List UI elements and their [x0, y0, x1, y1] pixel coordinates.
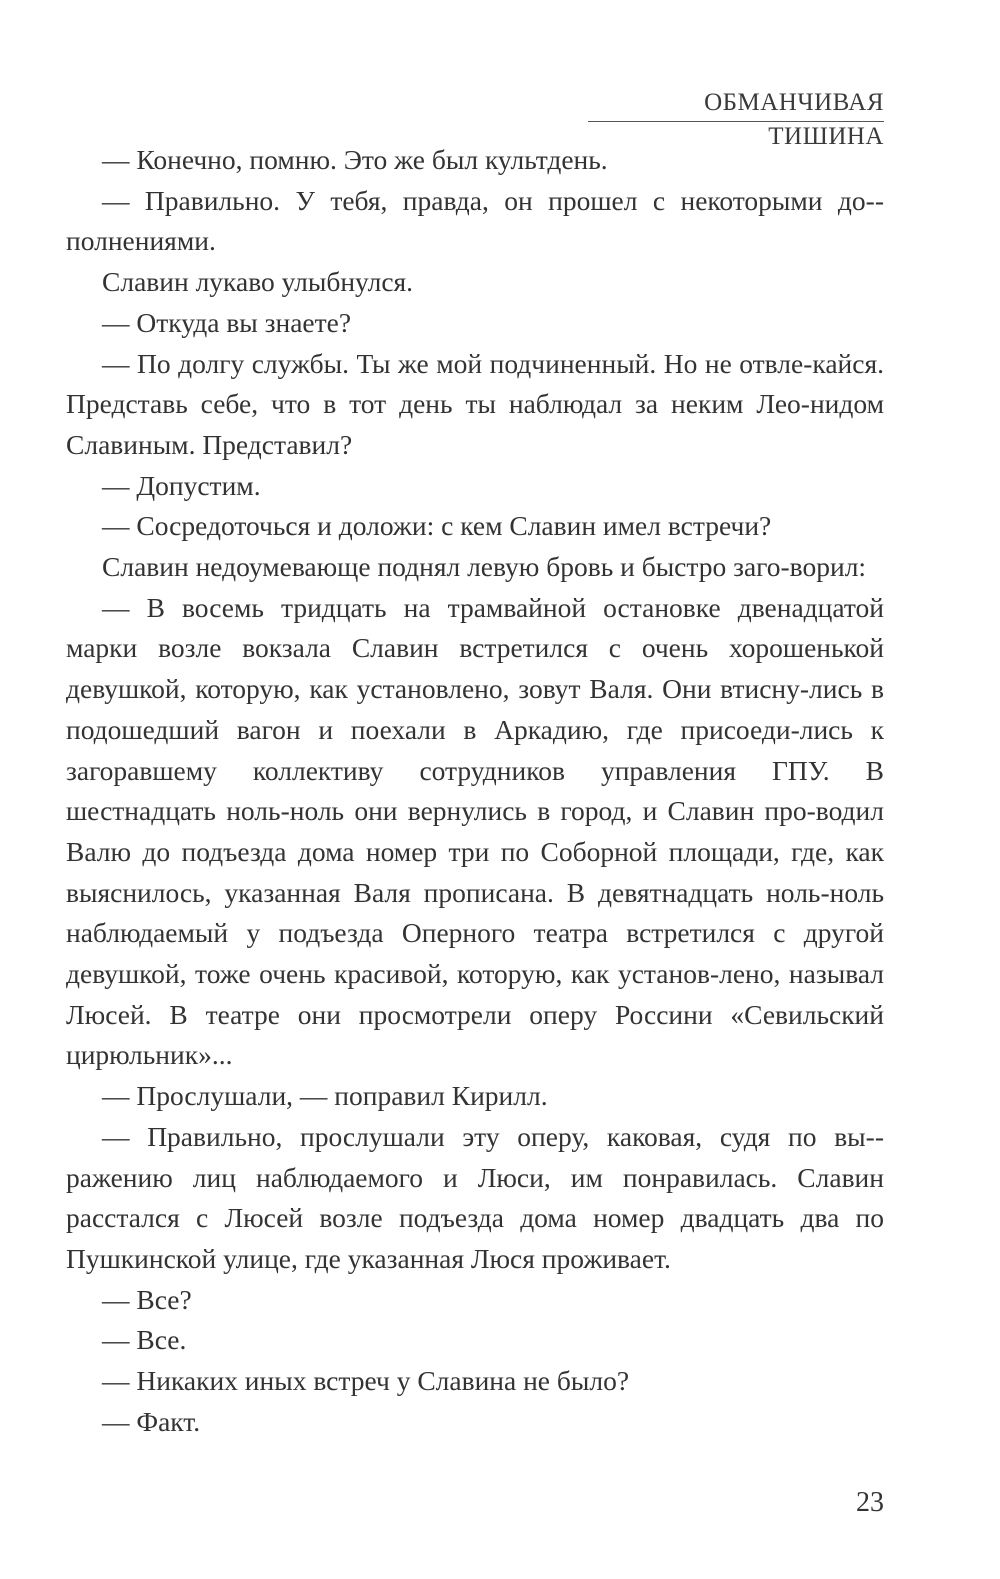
- paragraph: — Правильно, прослушали эту оперу, каковая, судя по вы-ражению лиц наблюдаемого и Люси, им понравилась. Славин расстался с Люсей возле подъезда дома номер двадцать два по Пушкинской улице, где указанная Люся проживает.: [66, 1120, 884, 1274]
- paragraph: — Допустим.: [102, 469, 261, 501]
- body-text: [66, 140, 884, 1443]
- paragraph: — Никаких иных встреч у Славина не было?: [102, 1365, 630, 1397]
- paragraph: Славин недоумевающе поднял левую бровь и быстро заго-ворил:: [102, 551, 867, 583]
- paragraph: — Правильно. У тебя, правда, он прошел с некоторыми до-полнениями.: [66, 184, 884, 257]
- paragraph: — Факт.: [102, 1405, 201, 1437]
- paragraph: — Все.: [102, 1324, 187, 1356]
- paragraph: — Сосредоточься и доложи: с кем Славин имел встречи?: [102, 510, 772, 542]
- paragraph: — Все?: [102, 1283, 192, 1315]
- paragraph: — Прослушали, — поправил Кирилл.: [102, 1080, 548, 1112]
- paragraph: — В восемь тридцать на трамвайной остановке двенадцатой марки возле вокзала Славин встретился с очень хорошенькой девушкой, которую, как установлено, зовут Валя. Они втисну-лись в подошедший вагон и поехали в Аркадию, где присоеди-лись к загоравшему коллективу сотрудников управления ГПУ. В шестнадцать ноль-ноль они вернулись в город, и Славин про-водил Валю до подъезда дома номер три по Соборной площади, где, как выяснилось, указанная Валя прописана. В девятнадцать ноль-ноль наблюдаемый у подъезда Оперного театра встретился с другой девушкой, тоже очень красивой, которую, как установ-лено, называл Люсей. В театре они просмотрели оперу Россини «Севильский цирюльник»...: [66, 591, 884, 1071]
- paragraph: — По долгу службы. Ты же мой подчиненный. Но не отвле-кайся. Представь себе, что в тот день ты наблюдал за неким Лео-нидом Славиным. Представил?: [66, 347, 884, 460]
- paragraph: Славин лукаво улыбнулся.: [102, 266, 414, 298]
- paragraph: — Конечно, помню. Это же был культдень.: [102, 144, 608, 175]
- header-rule: [588, 121, 884, 122]
- page-number: 23: [856, 1487, 884, 1518]
- paragraph: — Откуда вы знаете?: [102, 306, 352, 338]
- running-header: ОБМАНЧИВАЯ ТИШИНА: [704, 89, 884, 150]
